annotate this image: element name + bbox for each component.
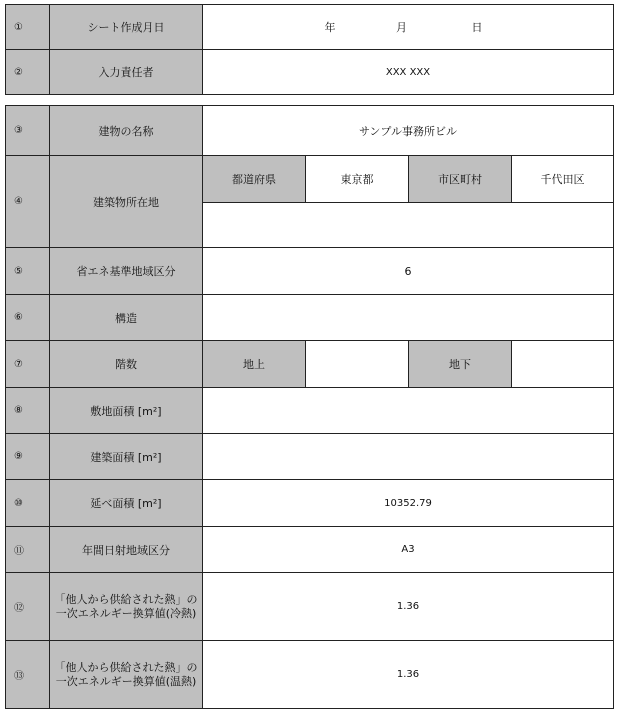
energy-region-label: 省エネ基準地域区分	[50, 248, 203, 295]
site-area-field[interactable]	[203, 388, 614, 434]
floors-above-label: 地上	[203, 341, 306, 388]
floors-below-field[interactable]	[512, 341, 614, 388]
row-number: ②	[6, 50, 50, 95]
row-number: ①	[6, 5, 50, 50]
heat-warm-field[interactable]: 1.36	[203, 641, 614, 709]
row-number: ⑥	[6, 295, 50, 341]
energy-region-field[interactable]: 6	[203, 248, 614, 295]
structure-field[interactable]	[203, 295, 614, 341]
location-label: 建築物所在地	[50, 156, 203, 248]
row-number: ⑬	[6, 641, 50, 709]
row-sheet-date	[6, 5, 614, 50]
sheet-date-label: シート作成月日	[50, 5, 203, 50]
heat-cool-field[interactable]: 1.36	[203, 573, 614, 641]
row-number: ⑫	[6, 573, 50, 641]
person-in-charge-field[interactable]: XXX XXX	[203, 50, 614, 95]
structure-label: 構造	[50, 295, 203, 341]
building-area-field[interactable]	[203, 434, 614, 480]
person-in-charge-label: 入力責任者	[50, 50, 203, 95]
site-area-label: 敷地面積 [m²]	[50, 388, 203, 434]
sheet-date-field[interactable]	[203, 5, 614, 50]
year-unit: 年	[324, 21, 336, 34]
row-number: ③	[6, 106, 50, 156]
row-number: ⑤	[6, 248, 50, 295]
heat-warm-label-line2: 一次エネルギー換算値(温熱)	[55, 674, 197, 688]
day-unit: 日	[471, 21, 483, 34]
row-building-area	[6, 434, 614, 480]
building-name-label: 建物の名称	[50, 106, 203, 156]
sheet-info-table	[5, 4, 614, 95]
row-solar-region	[6, 527, 614, 573]
heat-warm-label-line1: 「他人から供給された熱」の	[54, 660, 198, 674]
building-area-label: 建築面積 [m²]	[50, 434, 203, 480]
row-heat-warm-factor	[6, 641, 614, 709]
row-building-name	[6, 106, 614, 156]
heat-cool-label-line1: 「他人から供給された熱」の	[54, 592, 198, 606]
address-field[interactable]	[203, 203, 614, 248]
city-label: 市区町村	[409, 156, 512, 203]
row-floors	[6, 341, 614, 388]
building-name-field[interactable]: サンプル事務所ビル	[203, 106, 614, 156]
heat-cool-label	[50, 573, 203, 641]
floor-area-field[interactable]: 10352.79	[203, 480, 614, 527]
floors-above-field[interactable]	[306, 341, 409, 388]
row-number: ⑧	[6, 388, 50, 434]
row-number: ④	[6, 156, 50, 248]
row-number: ⑪	[6, 527, 50, 573]
row-heat-cool-factor	[6, 573, 614, 641]
floors-below-label: 地下	[409, 341, 512, 388]
row-number: ⑩	[6, 480, 50, 527]
row-energy-region	[6, 248, 614, 295]
row-structure	[6, 295, 614, 341]
month-unit: 月	[396, 21, 407, 34]
heat-warm-label	[50, 641, 203, 709]
row-number: ⑦	[6, 341, 50, 388]
solar-region-label: 年間日射地域区分	[50, 527, 203, 573]
building-info-table	[5, 105, 614, 709]
row-floor-area	[6, 480, 614, 527]
prefecture-field[interactable]: 東京都	[306, 156, 409, 203]
floor-area-label: 延べ面積 [m²]	[50, 480, 203, 527]
solar-region-field[interactable]: A3	[203, 527, 614, 573]
floors-label: 階数	[50, 341, 203, 388]
row-number: ⑨	[6, 434, 50, 480]
city-field[interactable]: 千代田区	[512, 156, 614, 203]
prefecture-label: 都道府県	[203, 156, 306, 203]
heat-cool-label-line2: 一次エネルギー換算値(冷熱)	[55, 606, 197, 620]
row-location	[6, 156, 614, 203]
row-person-in-charge	[6, 50, 614, 95]
row-site-area	[6, 388, 614, 434]
